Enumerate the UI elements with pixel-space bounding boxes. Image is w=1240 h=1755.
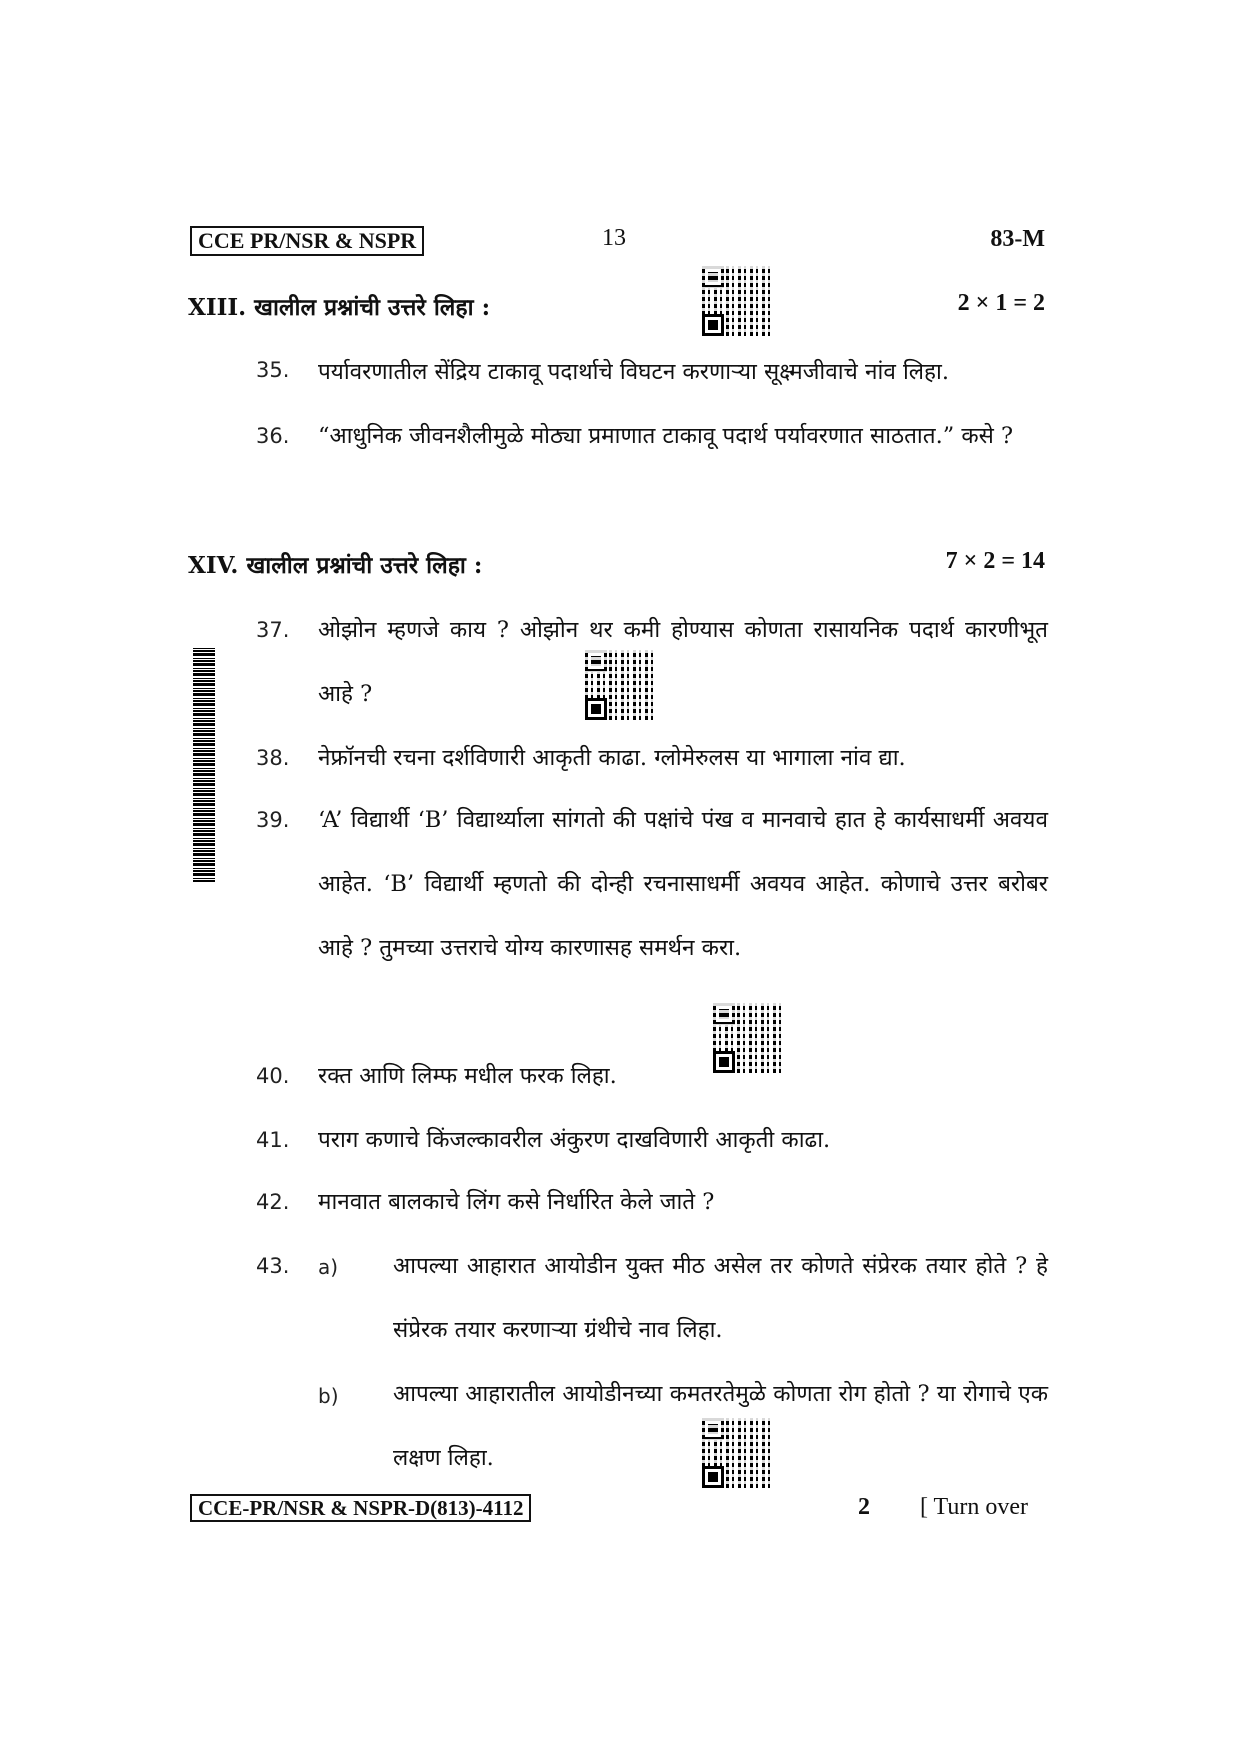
sub-question-label: a) <box>318 1255 339 1279</box>
paper-code-box: CCE PR/NSR & NSPR <box>190 226 424 256</box>
question-number: 40. <box>256 1064 290 1088</box>
question-number: 43. <box>256 1254 290 1278</box>
question-number: 35. <box>256 358 290 382</box>
question-text: रक्त आणि लिम्फ मधील फरक लिहा. <box>318 1063 617 1089</box>
question-text: मानवात बालकाचे लिंग कसे निर्धारित केले जाते ? <box>318 1189 715 1215</box>
question-number: 39. <box>256 808 290 832</box>
barcode-icon <box>193 648 215 882</box>
section-xiii-title: XIII. खालील प्रश्नांची उत्तरे लिहा : <box>188 294 491 321</box>
footer-page-number: 2 <box>858 1494 870 1520</box>
question-number: 36. <box>256 424 290 448</box>
section-xiv-marks: 7 × 2 = 14 <box>945 548 1045 574</box>
question-text: “आधुनिक जीवनशैलीमुळे मोठ्या प्रमाणात टाकावू पदार्थ पर्यावरणात साठतात.” कसे ? <box>318 423 1014 449</box>
question-text: ओझोन म्हणजे काय ? ओझोन थर कमी होण्यास कोणता रासायनिक पदार्थ कारणीभूत आहे ? <box>318 617 1048 707</box>
question-text: नेफ्रॉनची रचना दर्शविणारी आकृती काढा. ग्लोमेरुलस या भागाला नांव द्या. <box>318 745 906 771</box>
page-number: 13 <box>602 225 626 251</box>
footer-code-box: CCE-PR/NSR & NSPR-D(813)-4112 <box>190 1494 531 1522</box>
qr-code-icon <box>702 266 772 336</box>
turn-over-label: [ Turn over <box>920 1494 1029 1520</box>
question-number: 42. <box>256 1190 290 1214</box>
question-text: पर्यावरणातील सेंद्रिय टाकावू पदार्थाचे विघटन करणाऱ्या सूक्ष्मजीवाचे नांव लिहा. <box>318 359 949 385</box>
question-number: 38. <box>256 746 290 770</box>
question-text: पराग कणाचे किंजल्कावरील अंकुरण दाखविणारी आकृती काढा. <box>318 1127 831 1153</box>
question-number: 37. <box>256 618 290 642</box>
sub-question-label: b) <box>318 1384 339 1408</box>
sub-question-text: आपल्या आहारात आयोडीन युक्त मीठ असेल तर कोणते संप्रेरक तयार होते ? हे संप्रेरक तयार करणाऱ्या ग्रंथीचे नाव लिहा. <box>393 1253 1048 1343</box>
paper-id: 83-M <box>990 226 1045 252</box>
section-xiii-marks: 2 × 1 = 2 <box>957 290 1045 316</box>
section-xiv-title: XIV. खालील प्रश्नांची उत्तरे लिहा : <box>188 552 483 579</box>
question-number: 41. <box>256 1128 290 1152</box>
sub-question-text: आपल्या आहारातील आयोडीनच्या कमतरतेमुळे कोणता रोग होतो ? या रोगाचे एक लक्षण लिहा. <box>393 1381 1048 1471</box>
question-text: ‘A’ विद्यार्थी ‘B’ विद्यार्थ्याला सांगतो की पक्षांचे पंख व मानवाचे हात हे कार्यसाधर्मी अवयव आहेत. ‘B’ विद्यार्थी म्हणतो की दोन्ही रचनासाधर्मी अवयव आहेत. कोणाचे उत्तर बरोबर आहे ? तुमच्या उत्तराचे योग्य कारणासह समर्थन करा. <box>318 807 1048 961</box>
